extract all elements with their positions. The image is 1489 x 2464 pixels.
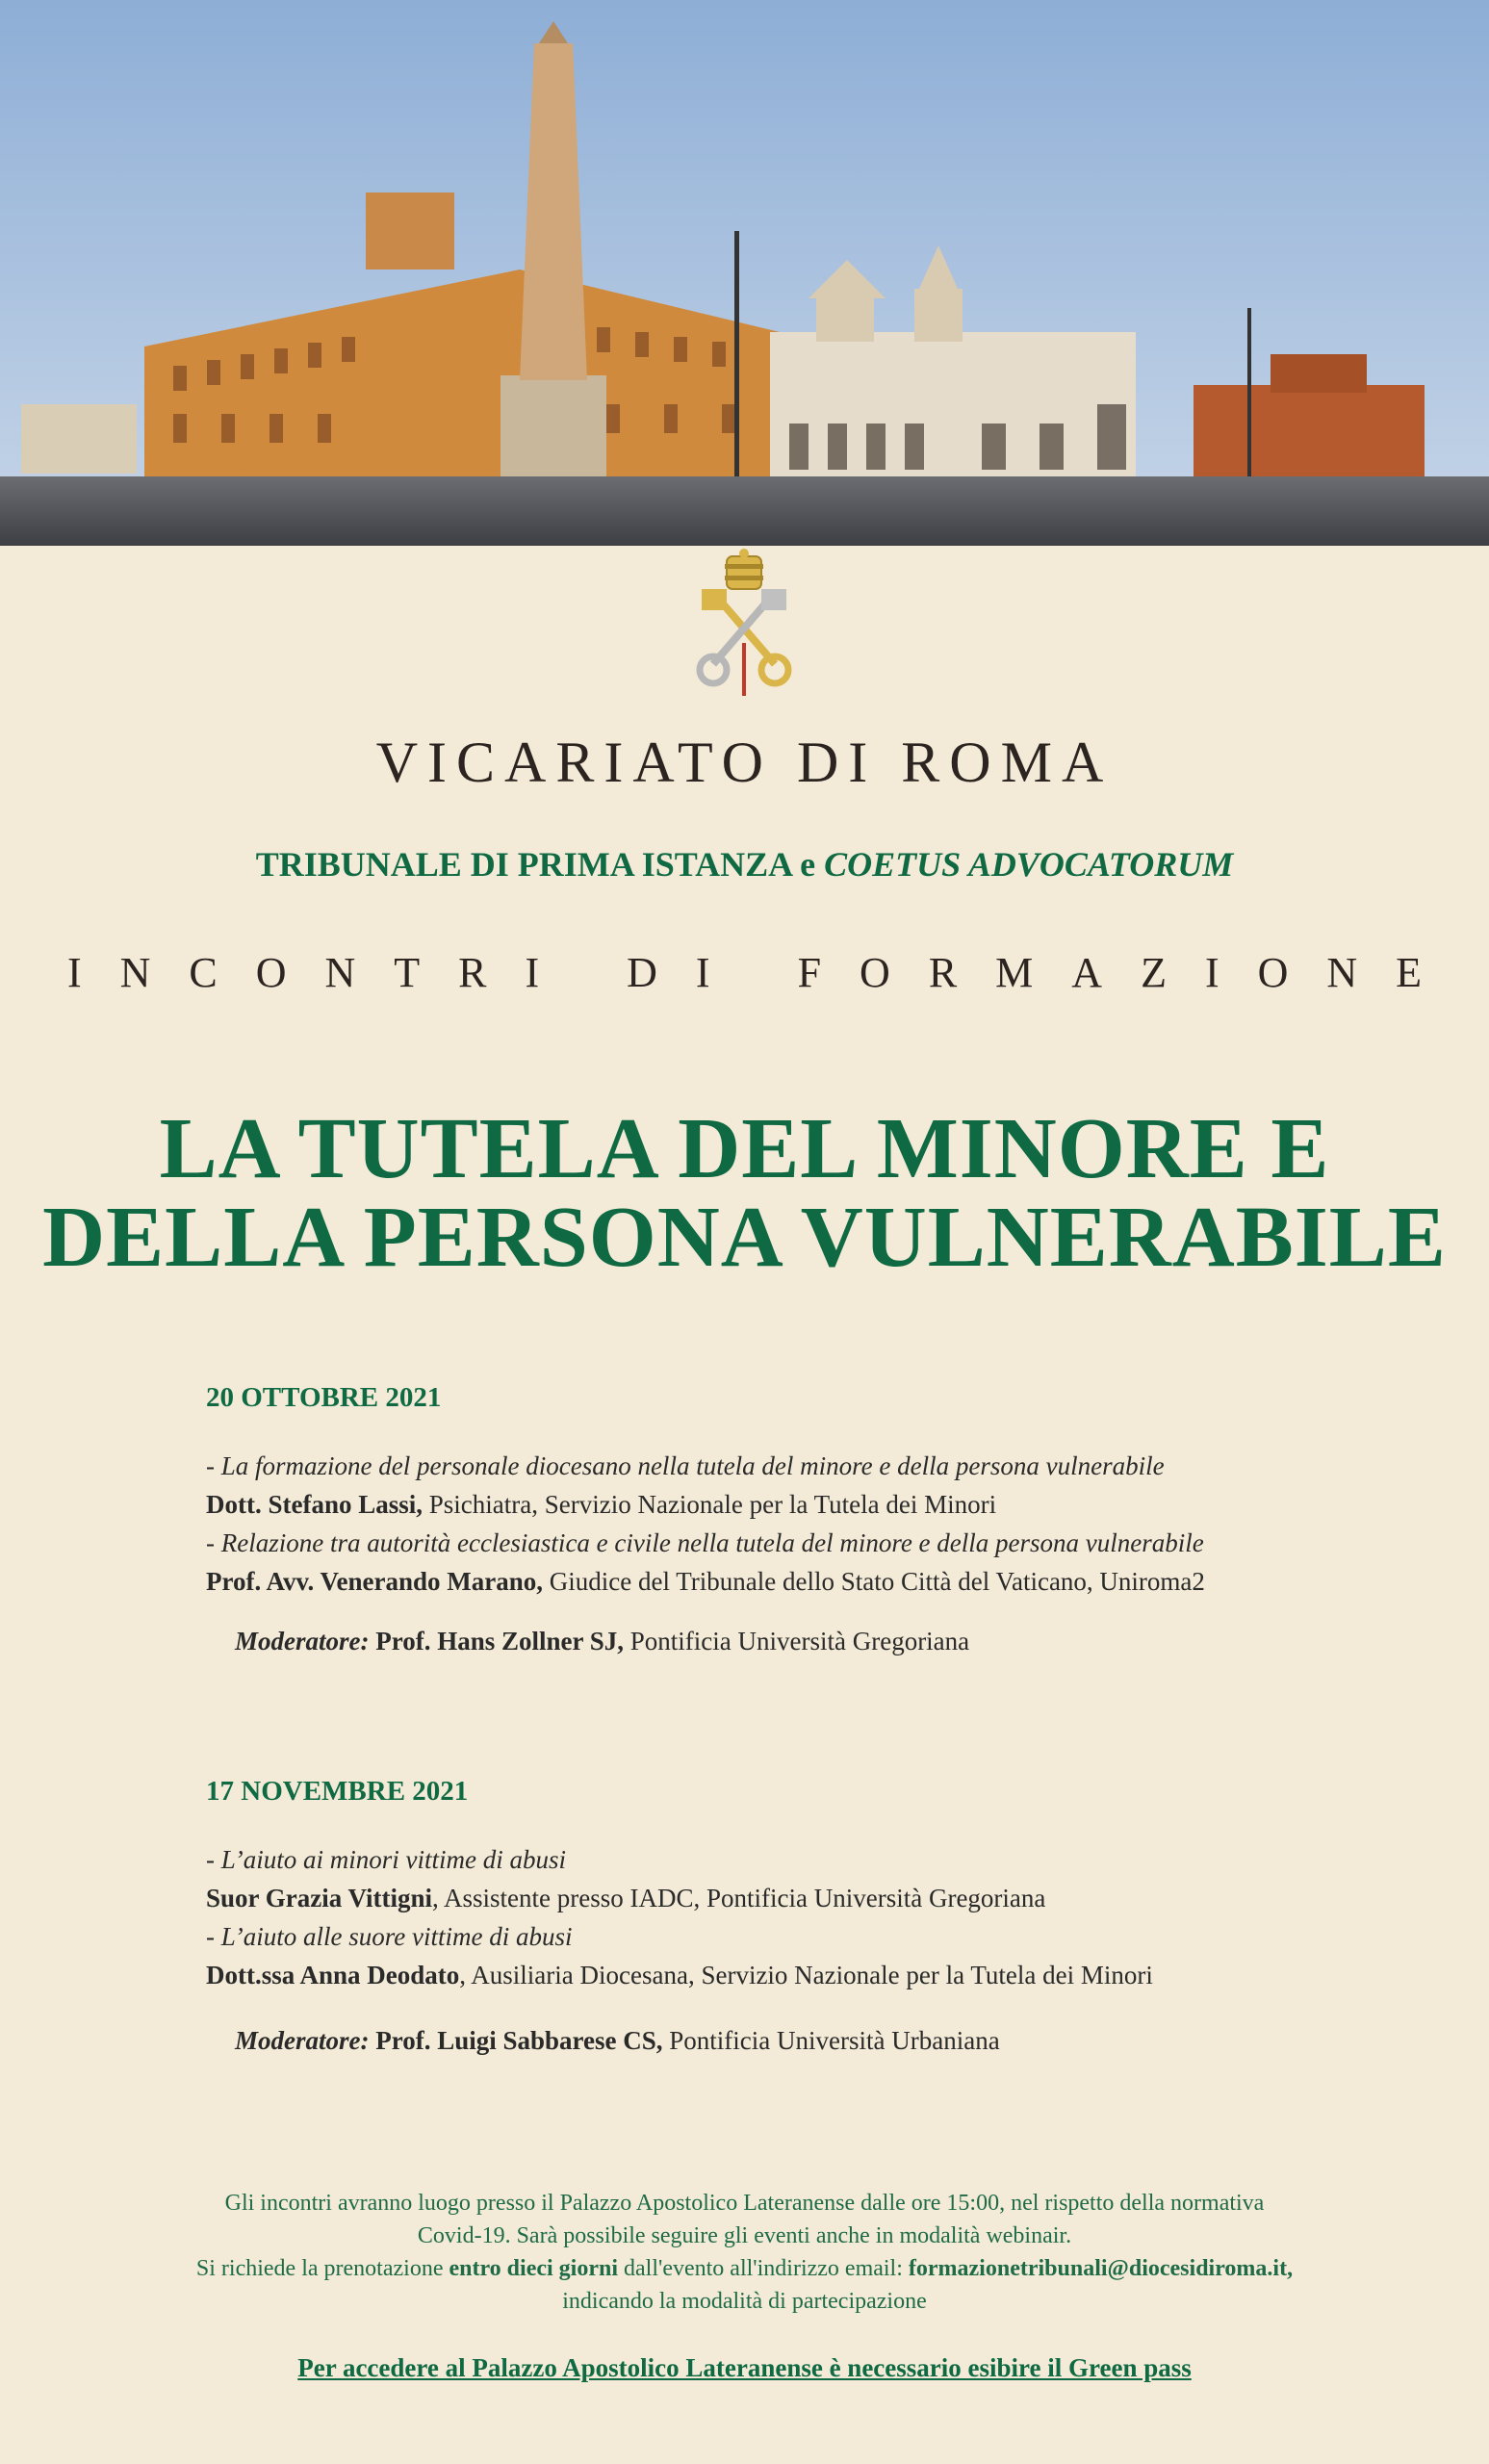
moderator-name: Prof. Luigi Sabbarese CS, [369, 2026, 663, 2055]
speaker-line [206, 1879, 1328, 1917]
speaker-line [206, 1956, 1328, 1994]
session-date: 17 NOVEMBRE 2021 [206, 1776, 469, 1807]
footer-line3 [0, 2252, 1489, 2285]
speaker-role: Giudice del Tribunale dello Stato Città del Vaticano, Uniroma2 [543, 1567, 1205, 1596]
talk-title: - L’aiuto ai minori vittime di abusi [206, 1845, 566, 1874]
footer-text: dall'evento all'indirizzo email: [618, 2256, 909, 2281]
incontri-heading: INCONTRI DI FORMAZIONE [66, 949, 1461, 996]
main-title-line2: DELLA PERSONA VULNERABILE [42, 1190, 1447, 1285]
speaker-name: Prof. Avv. Venerando Marano, [206, 1567, 544, 1596]
subtitle-connector: e [800, 845, 816, 884]
vicariato-title: VICARIATO DI ROMA [375, 731, 1114, 794]
talk-title: - L’aiuto alle suore vittime di abusi [206, 1922, 573, 1951]
moderator-role: Pontificia Università Gregoriana [624, 1627, 970, 1656]
moderator-label: Moderatore: [235, 1627, 370, 1656]
speaker-line [206, 1562, 1328, 1601]
email-link[interactable]: formazionetribunali@diocesidiroma.it, [908, 2256, 1294, 2281]
speaker-role: , Ausiliaria Diocesana, Servizio Nazionale per la Tutela dei Minori [459, 1961, 1153, 1989]
moderator-role: Pontificia Università Urbaniana [662, 2026, 1000, 2055]
footer-text: Si richiede la prenotazione [195, 2256, 449, 2281]
deadline-text: entro dieci giorni [449, 2256, 619, 2281]
speaker-line [206, 1485, 1328, 1524]
tribunale-subtitle [0, 844, 1489, 885]
tribunale-name: TRIBUNALE DI PRIMA ISTANZA [255, 845, 792, 884]
talk-title: - La formazione del personale diocesano nella tutela del minore e della persona vulnerabile [206, 1451, 1165, 1480]
footer-info [0, 2187, 1489, 2318]
papal-keys-emblem [686, 547, 802, 701]
talk-title: - Relazione tra autorità ecclesiastica e civile nella tutela del minore e della persona vulnerabile [206, 1528, 1204, 1557]
speaker-name: Dott. Stefano Lassi, [206, 1490, 424, 1519]
moderator-label: Moderatore: [235, 2026, 370, 2055]
session-date: 20 OTTOBRE 2021 [206, 1382, 442, 1413]
speaker-name: Suor Grazia Vittigni [206, 1884, 433, 1912]
speaker-role: , Assistente presso IADC, Pontificia Università Gregoriana [432, 1884, 1046, 1912]
moderator-line [235, 1622, 1328, 1660]
footer-line2: Covid-19. Sarà possibile seguire gli eventi anche in modalità webinair. [417, 2223, 1072, 2248]
speaker-role: Psichiatra, Servizio Nazionale per la Tutela dei Minori [423, 1490, 997, 1519]
speaker-name: Dott.ssa Anna Deodato [206, 1961, 460, 1989]
footer-line1: Gli incontri avranno luogo presso il Palazzo Apostolico Lateranense dalle ore 15:00, nel rispetto della normativa [224, 2191, 1265, 2216]
session-2 [206, 1776, 1328, 2060]
moderator-line [235, 2021, 1328, 2060]
header-photo [0, 0, 1489, 546]
session-1 [206, 1382, 1328, 1660]
main-title-line1: LA TUTELA DEL MINORE E [159, 1101, 1330, 1196]
green-pass-notice: Per accedere al Palazzo Apostolico Lateranense è necessario esibire il Green pass [297, 2353, 1192, 2382]
main-title [0, 1101, 1489, 1285]
moderator-name: Prof. Hans Zollner SJ, [369, 1627, 625, 1656]
coetus-name: COETUS ADVOCATORUM [824, 845, 1234, 884]
footer-line4: indicando la modalità di partecipazione [562, 2289, 927, 2314]
